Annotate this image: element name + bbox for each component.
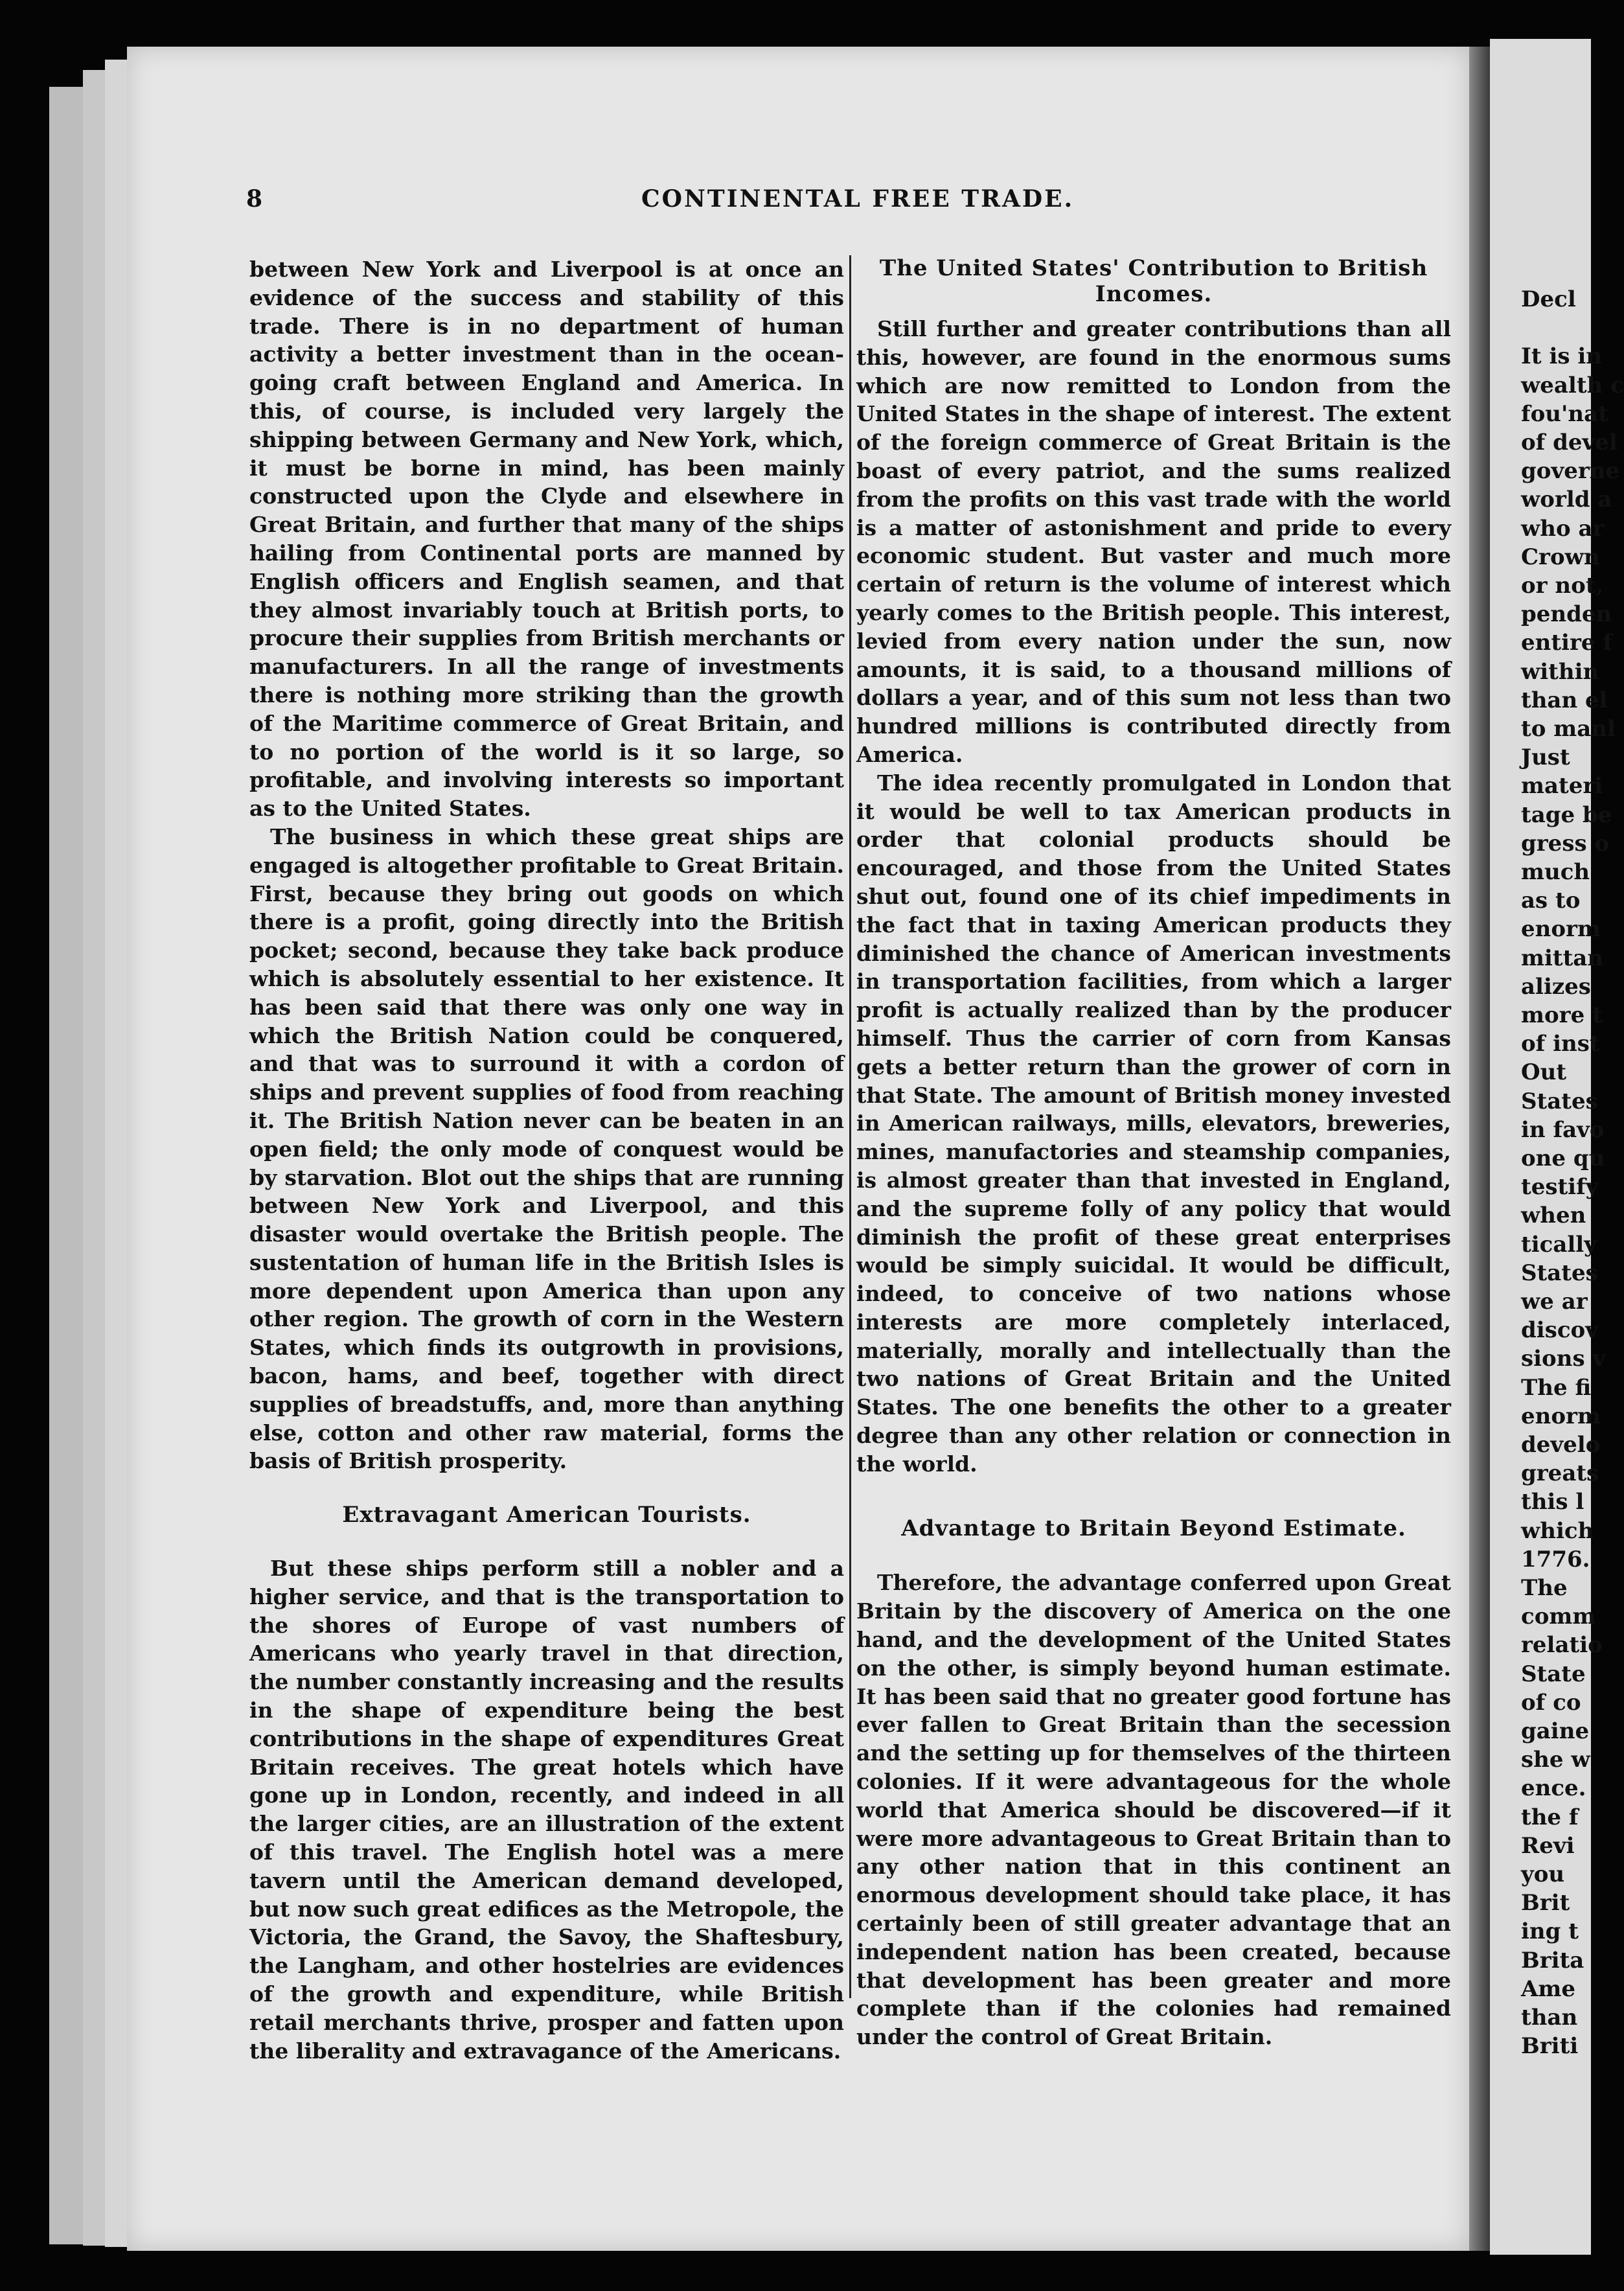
column-rule xyxy=(849,255,851,1998)
page-header xyxy=(246,185,1464,222)
next-page-fragment: of inst xyxy=(1521,1031,1600,1057)
next-page-fragment: who ar xyxy=(1521,515,1605,542)
running-head: CONTINENTAL FREE TRADE. xyxy=(641,185,1075,213)
next-page-fragment: when xyxy=(1521,1203,1586,1229)
next-page-fragment: entire f xyxy=(1521,630,1612,656)
next-page-edge xyxy=(1490,39,1624,2255)
next-page-fragment: The fi xyxy=(1521,1374,1592,1401)
next-page-fragment: gaine xyxy=(1521,1718,1590,1744)
section-heading-tourists: Extravagant American Tourists. xyxy=(342,1502,751,1528)
right-paragraph-1: Still further and greater contributions than all this, however, are found in the enormous sums which are now remitted to London from the United States in the shape of interest. The extent of the foreign commerce of Great Britain is the boast of every patriot, and the sums realized from the profits on this vast trade with the world is a matter of astonishment and pride to every economic student. But vaster and much more certain of return is the volume of interest which yearly comes to the British people. This interest, levied from every nation under the sun, now amounts, it is said, to a thousand millions of dollars a year, and of this sum not less than two hundred millions is contributed directly from America. xyxy=(856,316,1451,767)
next-page-fragment: Brit xyxy=(1521,1890,1570,1917)
next-page-fragment: enorm xyxy=(1521,1403,1601,1429)
right-column xyxy=(856,255,1451,2051)
next-page-fragment: 1776. xyxy=(1521,1546,1590,1572)
left-paragraph-2: The business in which these great ships are engaged is altogether profitable to Great Britain. First, because they bring out goods on which there is a profit, going directly into the British pocket; second, because they take back produce which is absolutely essential to her existence. It has been said that there was only one way in which the British Nation could be conquered, and that was to surround it with a cordon of ships and prevent supplies of food from reaching it. The British Nation never can be beaten in an open field; the only mode of conquest would be by starvation. Blot out the ships that are running between New York and Liverpool, and this disaster would overtake the British people. The sustentation of human life in the British Isles is more dependent upon America than upon any other region. The growth of corn in the Western States, which finds its outgrowth in provisions, bacon, hams, and beef, together with direct supplies of breadstuffs, and, more than anything else, cotton and other raw material, forms the basis of British prosperity. xyxy=(249,823,844,1474)
next-page-fragment: wealth c xyxy=(1521,372,1624,398)
next-page-fragment: ing t xyxy=(1521,1918,1579,1945)
section-heading-advantage: Advantage to Britain Beyond Estimate. xyxy=(901,1515,1406,1541)
next-page-fragment: relatio xyxy=(1521,1632,1603,1659)
next-page-fragment: or not, xyxy=(1521,573,1604,599)
next-page-fragment: tically xyxy=(1521,1231,1597,1258)
next-page-fragment: States xyxy=(1521,1260,1598,1286)
next-page-fragment: Decl xyxy=(1521,286,1576,312)
next-page-fragment: testify xyxy=(1521,1174,1599,1201)
next-page-fragment: Out xyxy=(1521,1059,1567,1086)
next-page-fragment: the f xyxy=(1521,1804,1579,1830)
next-page-fragment: enorm xyxy=(1521,916,1601,943)
next-page-fragment: within xyxy=(1521,658,1599,685)
next-page-fragment: which xyxy=(1521,1517,1594,1544)
next-page-fragment: gress o xyxy=(1521,830,1610,857)
next-page-fragment: than xyxy=(1521,2005,1578,2031)
next-page-fragment: It is in xyxy=(1521,343,1602,370)
right-paragraph-2: The idea recently promulgated in London that it would be well to tax American products in order that colonial products should be encouraged, and those from the United States shut out, found one of its chief impediments in the fact that in taxing American products they diminished the chance of American investments in transportation facilities, from which a larger profit is actually realized than by the producer himself. Thus the carrier of corn from Kansas gets a better return than the grower of corn in that State. The amount of British money invested in American railways, mills, elevators, breweries, mines, manufactories and steamship companies, is almost greater than that invested in England, and the supreme folly of any policy that would diminish the profit of these great enterprises would be simply suicidal. It would be difficult, indeed, to conceive of two nations whose interests are more completely interlaced, materially, morally and intellectually than the two nations of Great Britain and the United States. The one benefits the other to a greater degree than any other relation or connection in the world. xyxy=(856,770,1451,1477)
next-page-fragment: much xyxy=(1521,859,1590,885)
next-page-fragment: we ar xyxy=(1521,1289,1588,1315)
next-page-fragment: fou'nat xyxy=(1521,400,1608,427)
next-page-fragment: ence. xyxy=(1521,1775,1586,1802)
next-page-fragment: she w xyxy=(1521,1747,1590,1773)
next-page-fragment: materi xyxy=(1521,773,1603,800)
next-page-fragment: Revi xyxy=(1521,1832,1575,1859)
left-paragraph-3: But these ships perform still a nobler and a higher service, and that is the transportation to the shores of Europe of vast numbers of Americans who yearly travel in that direction, the number constantly increasing and the results in the shape of expenditure being the best contributions in the shape of expenditures Great Britain receives. The great hotels which have gone up in London, recently, and indeed in all the larger cities, are an illustration of the extent of this travel. The English hotel was a mere tavern until the American demand developed, but now such great edifices as the Metropole, the Victoria, the Grand, the Savoy, the Shaftesbury, the Langham, and other hostelries are evidences of the growth and expenditure, while British retail merchants thrive, prosper and fatten upon the liberality and extravagance of the Americans. xyxy=(249,1556,844,2064)
next-page-fragment: Just xyxy=(1521,744,1570,771)
next-page-fragment: Crown xyxy=(1521,544,1600,570)
next-page-fragment: greats xyxy=(1521,1460,1599,1487)
next-page-fragment: penden xyxy=(1521,601,1612,628)
next-page-fragment: comm xyxy=(1521,1604,1596,1630)
next-page-fragment: The xyxy=(1521,1575,1568,1601)
section-heading-contribution: The United States' Contribution to British Incomes. xyxy=(879,255,1428,307)
page-number: 8 xyxy=(246,185,265,213)
left-paragraph-1: between New York and Liverpool is at once an evidence of the success and stability of this trade. There is in no department of human activity a better investment than in the ocean-going craft between England and America. In this, of course, is included very largely the shipping between Germany and New York, which, it must be borne in mind, has been mainly constructed upon the Clyde and elsewhere in Great Britain, and further that many of the ships hailing from Continental ports are manned by English officers and English seamen, and that they almost invariably touch at British ports, to procure their supplies from British merchants or manufacturers. In all the range of investments there is nothing more striking than the growth of the Maritime commerce of Great Britain, and to no portion of the world is it so large, so profitable, and involving interests so important as to the United States. xyxy=(249,257,844,822)
next-page-fragment: one qu xyxy=(1521,1146,1605,1171)
next-page-fragment: to manl xyxy=(1521,716,1616,742)
next-page-fragment: of devel xyxy=(1521,430,1618,455)
next-page-fragment: mittan xyxy=(1521,945,1604,971)
next-page-fragment: alizes xyxy=(1521,973,1591,1000)
next-page-fragment: governe xyxy=(1521,458,1620,485)
left-column xyxy=(249,255,844,2065)
next-page-fragment: develo xyxy=(1521,1432,1601,1458)
next-page-fragment: discov xyxy=(1521,1317,1598,1344)
next-page-fragment: than el xyxy=(1521,687,1608,713)
next-page-fragment: tage be xyxy=(1521,801,1612,828)
next-page-fragment: more t xyxy=(1521,1002,1603,1028)
right-paragraph-3: Therefore, the advantage conferred upon Great Britain by the discovery of America on the one hand, and the development of the United States on the other, is simply beyond human estimate. It has been said that no greater good fortune has ever fallen to Great Britain than the secession and the setting up for themselves of the thirteen colonies. If it were advantageous for the whole world that America should be discovered—if it were more advantageous to Great Britain than to any other nation that in this continent an enormous development should take place, it has certainly been of still greater advantage that an independent nation has been created, because that development has been greater and more complete than if the colonies had remained under the control of Great Britain. xyxy=(856,1570,1451,2050)
next-page-fragment: of co xyxy=(1521,1689,1581,1716)
next-page-fragment: world a xyxy=(1521,487,1612,513)
next-page-fragment: State xyxy=(1521,1661,1586,1687)
next-page-fragment: Brita xyxy=(1521,1947,1584,1974)
next-page-fragment: as to xyxy=(1521,888,1581,914)
next-page-fragment: Ame xyxy=(1521,1975,1575,2002)
next-page-fragment: you xyxy=(1521,1861,1565,1887)
next-page-fragment: Briti xyxy=(1521,2033,1579,2060)
next-page-fragment: sions v xyxy=(1521,1346,1606,1372)
next-page-fragment: in favo xyxy=(1521,1116,1605,1143)
next-page-fragment: States xyxy=(1521,1088,1598,1114)
next-page-fragment: this l xyxy=(1521,1489,1584,1515)
